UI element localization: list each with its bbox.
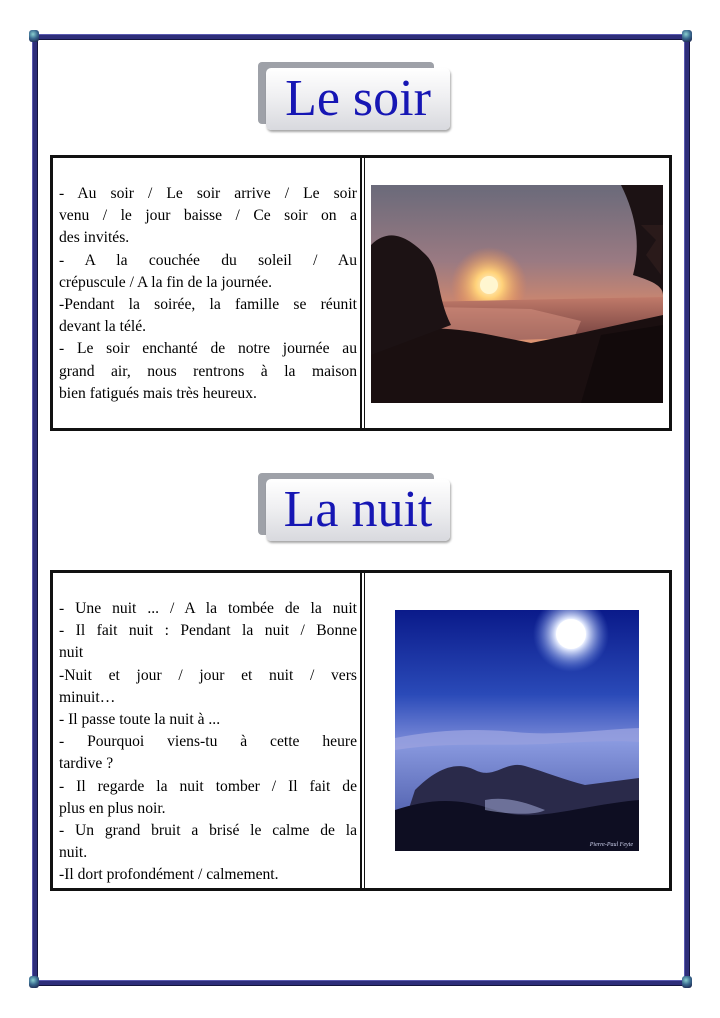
photo-credit: Pierre-Paul Feyte	[589, 842, 633, 848]
moonlit-mountains-photo	[395, 610, 639, 851]
text-line: minuit…	[59, 688, 116, 706]
text-line: grand air, nous rentrons à la maison	[59, 362, 357, 380]
text-line: tardive ?	[59, 755, 114, 773]
sunset-image	[371, 185, 663, 403]
night-table	[50, 570, 672, 891]
frame-top	[34, 34, 688, 40]
night-image	[395, 610, 639, 851]
section-title: Le soir	[266, 68, 450, 130]
frame-corner-ornament	[29, 976, 39, 988]
text-line: - Une nuit ... / A la tombée de la nuit	[59, 600, 357, 617]
text-line: - Il regarde la nuit tomber / Il fait de	[59, 777, 357, 795]
column-divider	[360, 158, 362, 428]
text-line: - Un grand bruit a brisé le calme de la	[59, 822, 357, 840]
text-line: -Il dort profondément / calmement.	[59, 866, 279, 884]
text-line: bien fatigués mais très heureux.	[59, 384, 257, 402]
column-divider	[364, 158, 365, 428]
sunset-photo	[371, 185, 663, 403]
text-line: nuit.	[59, 844, 88, 862]
frame-bottom	[34, 980, 688, 986]
text-line: -Nuit et jour / jour et nuit / vers	[59, 666, 357, 684]
column-divider	[364, 573, 365, 888]
text-line: - Le soir enchanté de notre journée au	[59, 340, 357, 358]
evening-expressions	[59, 183, 357, 405]
text-line: - A la couchée du soleil / Au	[59, 251, 357, 269]
section-title: La nuit	[266, 479, 450, 541]
text-line: crépuscule / A la fin de la journée.	[59, 273, 273, 291]
text-line: - Au soir / Le soir arrive / Le soir	[59, 185, 357, 202]
text-line: venu / le jour baisse / Ce soir on a	[59, 207, 357, 225]
frame-right	[684, 36, 690, 984]
text-line: -Pendant la soirée, la famille se réunit	[59, 296, 357, 314]
text-line: nuit	[59, 644, 84, 662]
frame-corner-ornament	[682, 976, 692, 988]
frame-left	[32, 36, 38, 984]
text-line: - Pourquoi viens-tu à cette heure	[59, 733, 357, 751]
text-line: devant la télé.	[59, 318, 147, 336]
evening-table	[50, 155, 672, 431]
night-expressions	[59, 598, 357, 887]
section-title-plaque	[258, 62, 438, 128]
text-line: - Il fait nuit : Pendant la nuit / Bonne	[59, 622, 357, 640]
frame-corner-ornament	[29, 30, 39, 42]
frame-corner-ornament	[682, 30, 692, 42]
section-title-plaque	[258, 473, 438, 539]
text-line: plus en plus noir.	[59, 799, 166, 817]
text-line: - Il passe toute la nuit à ...	[59, 711, 221, 729]
column-divider	[360, 573, 362, 888]
text-line: des invités.	[59, 229, 130, 247]
